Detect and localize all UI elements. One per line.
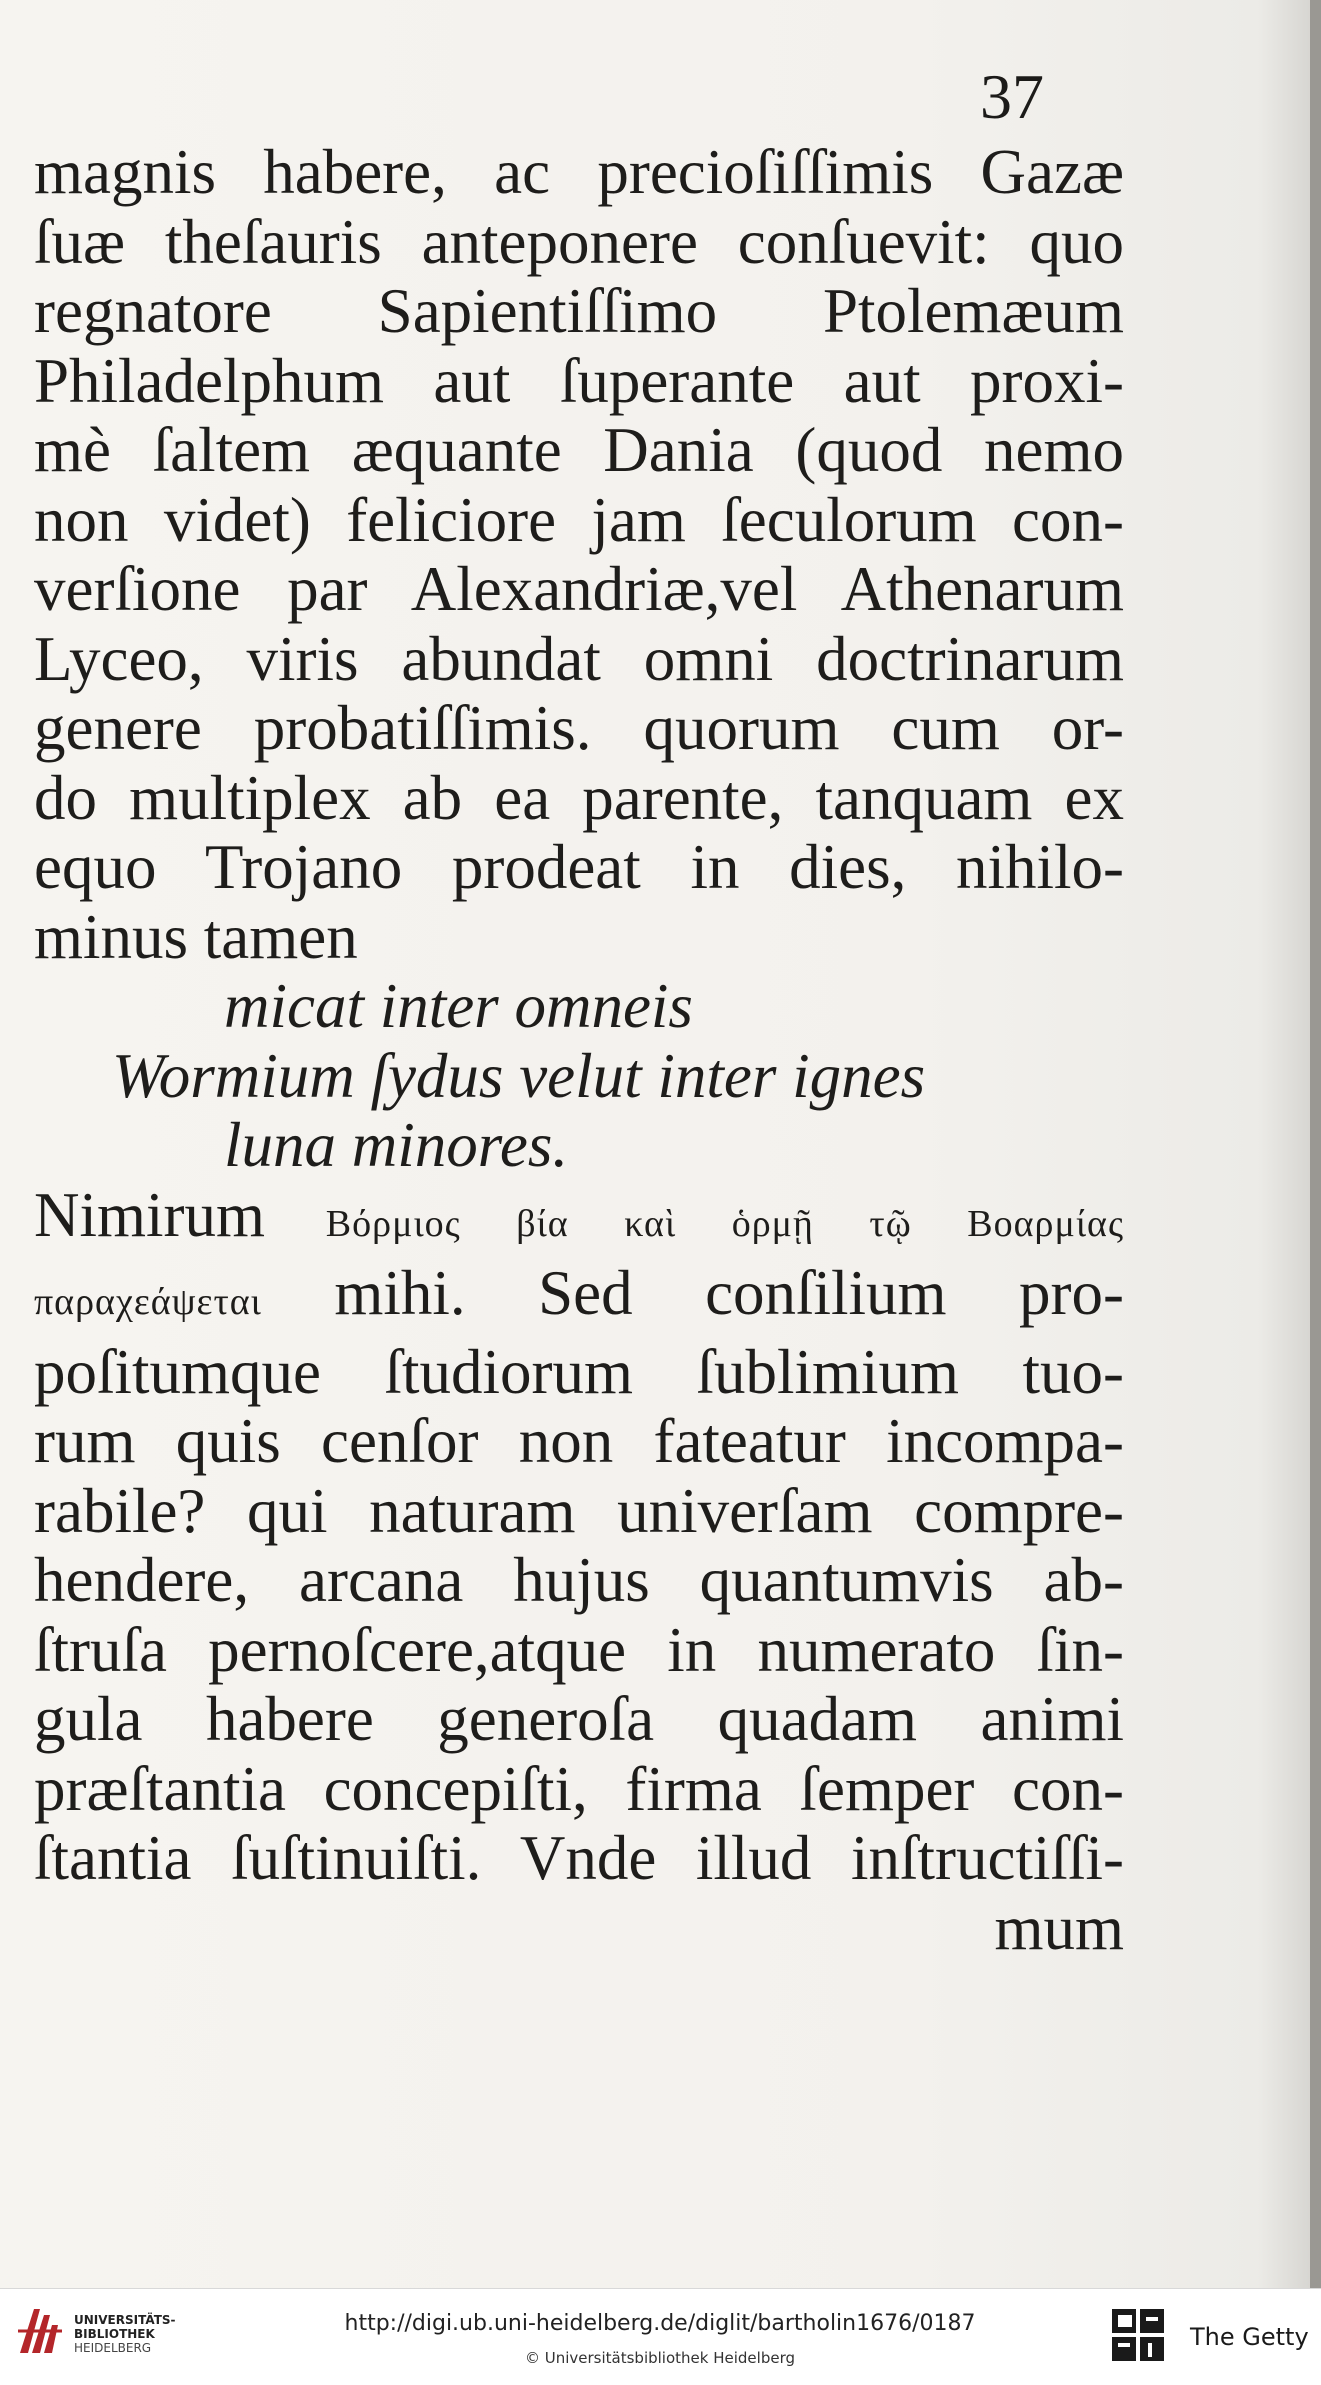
text-line: equo Trojano prodeat in dies, nihilo-	[34, 833, 1124, 902]
text-line: magnis habere, ac precioſiſſimis Gazæ	[34, 138, 1124, 207]
page-text	[34, 138, 1124, 1963]
text-line: genere probatiſſimis. quorum cum or-	[34, 694, 1124, 763]
text-line: Philadelphum aut ſuperante aut proxi-	[34, 346, 1124, 416]
text-line: poſitumque ſtudiorum ſublimium tuo-	[34, 1337, 1124, 1407]
text-line: rabile? qui naturam univerſam compre-	[34, 1476, 1124, 1546]
text-line: non videt) feliciore jam ſeculorum con-	[34, 485, 1124, 555]
verse-line: micat inter omneis	[224, 972, 693, 1041]
text-line: ſtruſa pernoſcere,atque in numerato ſin-	[34, 1615, 1124, 1685]
permalink-url[interactable]: http://digi.ub.uni-heidelberg.de/diglit/bartholin1676/0187	[344, 2311, 976, 2336]
catchword: mum	[994, 1893, 1124, 1963]
ub-heidelberg-logo-icon	[14, 2301, 66, 2361]
greek-word: παραχεάψεται	[34, 1281, 262, 1323]
text-line: hendere, arcana hujus quantumvis ab-	[34, 1546, 1124, 1615]
word-nimirum: Nimirum	[34, 1180, 265, 1250]
text-line: præſtantia concepiſti, firma ſemper con-	[34, 1754, 1124, 1824]
verse-line: luna minores.	[224, 1111, 569, 1180]
line-rest: mihi. Sed conſilium pro-	[334, 1259, 1124, 1328]
text-line-greek	[34, 1181, 1124, 1260]
text-line: ſtantia ſuſtinuiſti. Vnde illud inſtructiſſi-	[34, 1824, 1124, 1893]
text-line: rum quis cenſor non fateatur incompa-	[34, 1407, 1124, 1476]
library-name	[74, 2313, 176, 2355]
library-line: HEIDELBERG	[74, 2341, 152, 2355]
getty-logo-icon	[1110, 2307, 1166, 2363]
text-line: minus tamen	[34, 902, 358, 972]
verse-line: Wormium ſydus velut inter ignes	[112, 1041, 926, 1111]
greek-phrase: Βόρμιος βία καὶ ὁρμῇ τῷ Βοαρμίας	[325, 1202, 1124, 1245]
text-line: do multiplex ab ea parente, tanquam ex	[34, 763, 1124, 833]
page-number: 37	[980, 61, 1044, 132]
footer-bar	[0, 2288, 1321, 2385]
text-line-greek	[34, 1259, 1124, 1338]
text-line: verſione par Alexandriæ,vel Athenarum	[34, 555, 1124, 624]
library-line: BIBLIOTHEK	[74, 2327, 155, 2341]
page-edge	[1310, 0, 1321, 2288]
copyright-notice: © Universitätsbibliothek Heidelberg	[524, 2349, 795, 2367]
text-line: Lyceo, viris abundat omni doctrinarum	[34, 624, 1124, 694]
text-line: regnatore Sapientiſſimo Ptolemæum	[34, 277, 1124, 346]
text-line: ſuæ theſauris anteponere conſuevit: quo	[34, 207, 1124, 277]
getty-name: The Getty	[1190, 2323, 1309, 2351]
text-line: mè ſaltem æquante Dania (quod nemo	[34, 416, 1124, 485]
text-line: gula habere generoſa quadam animi	[34, 1685, 1124, 1754]
library-line: UNIVERSITÄTS-	[74, 2313, 176, 2327]
